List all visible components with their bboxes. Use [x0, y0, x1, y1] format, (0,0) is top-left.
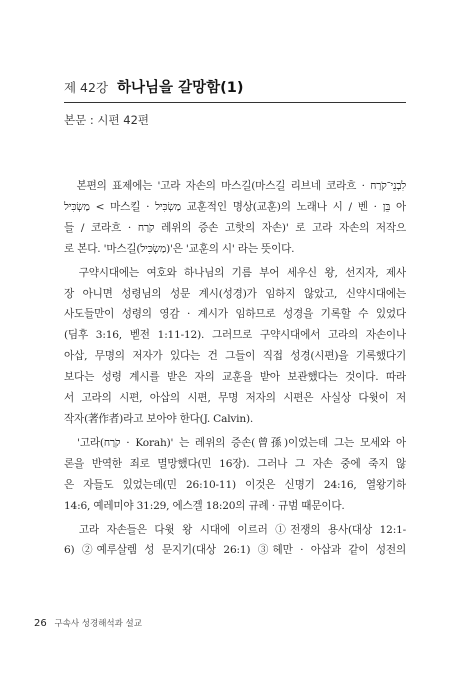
text-line: 장 아니면 성령님의 성문 계시(성경)가 임하지 않았고, 신약시대에는: [64, 287, 406, 300]
text-line: 6) ②예루살렘 성 문지기(대상 26:1) ③헤만 · 아삽과 같이 성전의: [64, 544, 406, 557]
paragraph-1: [64, 176, 406, 260]
text-line: 14:6, 예레미야 31:29, 에스겔 18:20의 규례 · 규범 때문이다.: [64, 499, 345, 512]
paragraph-3: [64, 433, 406, 517]
text-line: 본편의 표제에는 '고라 자손의 마스길(마스길 리브네 코라흐 · לִבְנֵי־קֹרַח: [64, 180, 406, 192]
text-line: מַשְׂכִּיל < 마스킬 · מַשְׂכִּיל 교훈적인 명상(교훈)의 노래나 시 / 벤 · בֵּן 아: [64, 200, 406, 213]
text-line: 고라 자손들은 다윗 왕 시대에 이르러 ①전쟁의 용사(대상 12:1-: [64, 523, 406, 536]
text-line: 서 고라의 시편, 아삽의 시편, 무명 저자의 시편은 사실상 다윗이 저: [64, 392, 406, 405]
text-line: 보다는 성령 계시를 받은 자의 교훈을 받아 보관했다는 것이다. 따라: [64, 371, 406, 384]
text-line: '고라(קֹרַח · Korah)' 는 레위의 증손(曾孫)이었는데 그는 모세와 아: [64, 436, 406, 449]
lesson-title: 하나님을 갈망함(1): [117, 80, 244, 96]
text-line: 작자(著作者)라고 보아야 한다(J. Calvin).: [64, 412, 254, 425]
paragraph-2: [64, 263, 406, 430]
text-line: 들 / 코라흐 · קֹרַח 레위의 증손 고핫의 자손)' 로 고라 자손의 저작으: [64, 221, 406, 234]
page-number: 26: [34, 618, 47, 629]
text-line: 구약시대에는 여호와 하나님의 기름 부어 세우신 왕, 선지자, 제사: [64, 266, 406, 279]
text-line: 로 본다. '마스길(מַשְׂכִּיל)'은 '교훈의 시' 라는 뜻이다.: [64, 242, 295, 255]
text-line: 아삽, 무명의 저자가 있다는 건 그들이 직접 성경(시편)을 기록했다기: [64, 350, 406, 363]
passage-reference: 본문 : 시편 42편: [64, 113, 150, 127]
body-text: [64, 176, 406, 561]
text-line: 론을 반역한 죄로 멸망했다(민 16장). 그러나 그 자손 중에 죽지 않: [64, 457, 406, 470]
page-footer: [34, 617, 142, 629]
text-line: (딤후 3:16, 벧전 1:11-12). 그러므로 구약시대에서 고라의 자손이나: [64, 329, 406, 342]
lesson-number: 제 42강: [64, 80, 109, 95]
heading-row: [64, 76, 406, 103]
text-line: 은 자들도 있었는데(민 26:10-11) 이것은 신명기 24:16, 열왕기하: [64, 478, 406, 491]
text-line: 사도들만이 성령의 영감 · 계시가 임하므로 성경을 기록할 수 있었다: [64, 308, 406, 321]
chapter-heading: [64, 76, 406, 128]
book-title: 구속사 성경해석과 설교: [54, 619, 142, 629]
paragraph-4: [64, 520, 406, 562]
